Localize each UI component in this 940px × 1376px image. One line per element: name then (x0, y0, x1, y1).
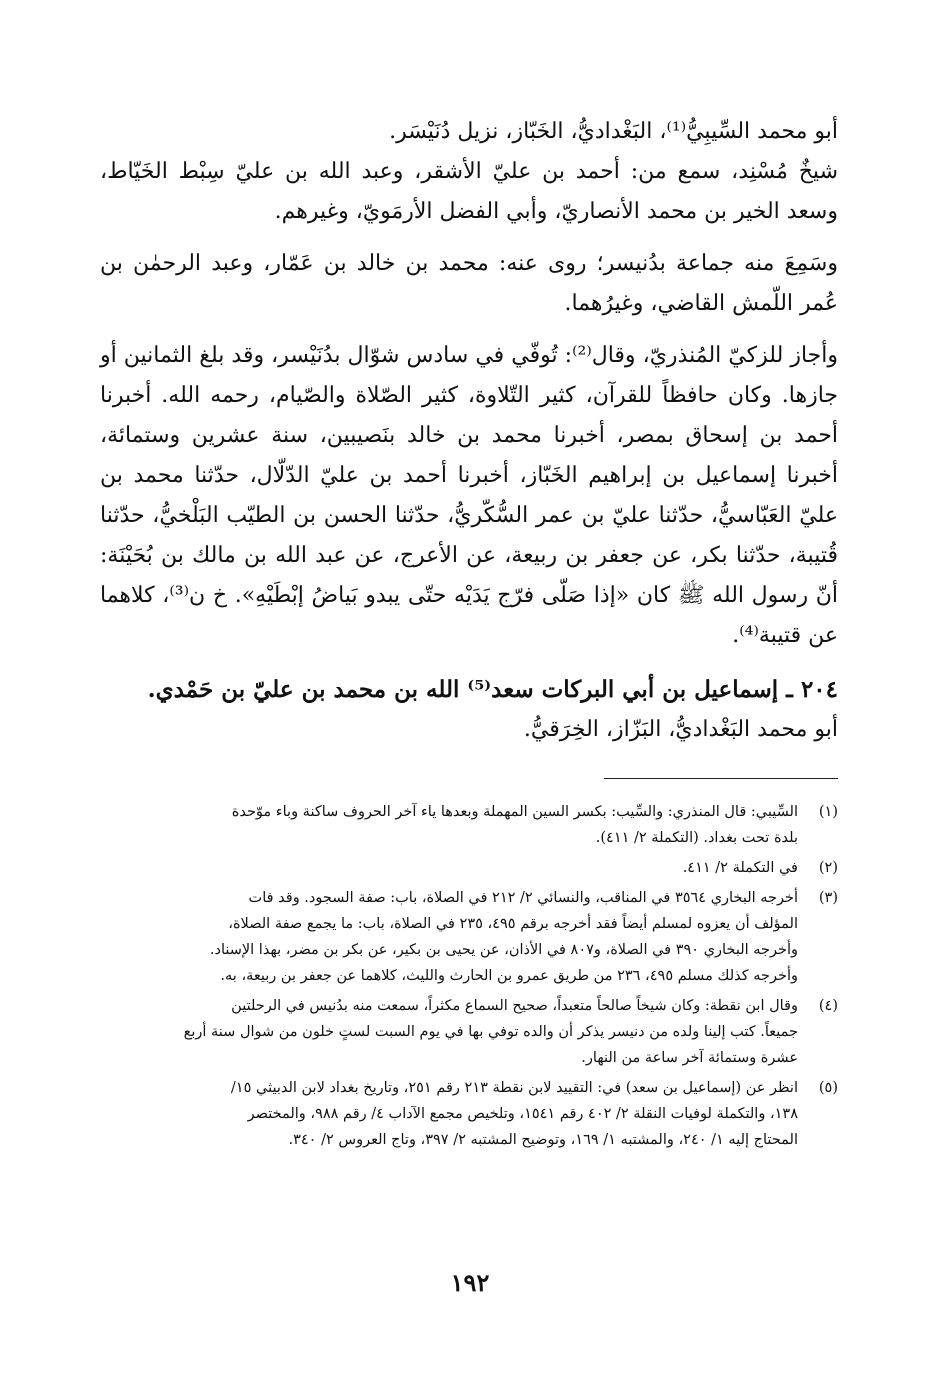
footnote-line: المؤلف أن يعزوه لمسلم أيضاً فقد أخرجه برقم ٤٩٥، ٢٣٥ في الصلاة، باب: ما يجمع صفة الصلاة، (228, 916, 798, 932)
footnote-divider (604, 778, 838, 779)
footnote-4 (100, 993, 838, 1071)
footnote-text (100, 885, 798, 989)
footnote-number: (٣) (818, 890, 838, 906)
footnote-line: السِّيبي: قال المنذري: والسِّيب: بكسر السين المهملة وبعدها ياء آخر الحروف ساكنة وباء موّحدة (231, 804, 798, 820)
footnote-line: وقال ابن نقطة: وكان شيخاً صالحاً متعبداً، صحيح السماع مكثراً، سمعت منه بدُنيس في الرحلتين (231, 998, 798, 1014)
paragraph-teachers: شيخٌ مُسْنِد، سمع من: أحمد بن عليّ الأشقر، وعبد الله بن عليّ سِبْط الخَيّاط، وسعد الخير بن محمد الأنصاريّ، وأبي الفضل الأرمَويّ، وغيرهم. (100, 159, 838, 224)
footnote-number: (١) (818, 804, 838, 820)
footnote-line: وأخرجه كذلك مسلم ٤٩٥، ٢٣٦ من طريق عمرو بن الحارث والليث، كلاهما عن جعفر بن ربيعة، به. (220, 968, 798, 984)
main-text (100, 112, 838, 750)
footnote-3 (100, 885, 838, 989)
paragraph-students: وسَمِعَ منه جماعة بدُنيسر؛ روى عنه: محمد بن خالد بن عَمّار، وعبد الرحمٰن بن عُمر اللّمش القاضي، وغيرُهما. (100, 251, 838, 316)
footnote-line: أخرجه البخاري ٣٥٦٤ في المناقب، والنسائي ٢/ ٢١٢ في الصلاة، باب: صفة السجود. وقد فات (248, 890, 798, 906)
page-body (100, 112, 838, 1157)
page-number: ١٩٢ (450, 1268, 490, 1297)
footnote-number: (٤) (818, 998, 838, 1014)
footnote-line: المحتاج إليه ١/ ٢٤٠، والمشتبه ١/ ١٦٩، وتوضيح المشتبه ٢/ ٣٩٧، وتاج العروس ٢/ ٣٤٠. (288, 1132, 798, 1148)
paragraph-biography: أبو محمد السِّيبِيُّ⁽¹⁾، البَغْداديُّ، الخَبّاز، نزيل دُنَيْسَر. (389, 119, 838, 144)
paragraph-hadith: وأجاز للزكيّ المُنذريّ، وقال⁽²⁾: تُوفّي في سادس شوّال بدُنَيْسر، وقد بلغ الثمانين أو جازها. وكان حافظاً للقرآن، كثير التّلاوة، كثير الصّلاة والصّيام، رحمه الله. أخبرنا أحمد بن إسحاق بمصر، أخبرنا محمد بن خالد بنَصيبين، سنة عشرين وستمائة، أخبرنا إسماعيل بن إبراهيم الخَبّاز، أخبرنا أحمد بن عليّ الدّلّال، حدّثنا محمد بن عليّ العَبّاسيُّ، حدّثنا عليّ بن عمر السُّكّريُّ، حدّثنا الحسن بن الطيّب البَلْخيُّ، حدّثنا قُتيبة، حدّثنا بكر، عن جعفر بن ربيعة، عن الأعرج، عن عبد الله بن مالك بن بُحَيْنَة: أنّ رسول الله ﷺ كان «إذا صَلّى فرّج يَدَيْه حتّى يبدو بَياضُ إبْطَيْهِ». خ ن⁽³⁾، كلاهما عن قتيبة⁽⁴⁾. (100, 343, 838, 648)
footnote-line: وأخرجه البخاري ٣٩٠ في الصلاة، و٨٠٧ في الأذان، عن يحيى بن بكير، عن بكر بن مضر، بهذا الإسناد. (209, 942, 798, 958)
entry-subheading: أبو محمد البَغْداديُّ، البَزّاز، الخِرَقيُّ. (523, 717, 838, 742)
footnote-5 (100, 1075, 838, 1153)
footnote-number: (٢) (818, 860, 838, 876)
footnote-line: انظر عن (إسماعيل بن سعد) في: التقييد لابن نقطة ٢١٣ رقم ٢٥١، وتاريخ بغداد لابن الدبيثي ١٥/ (230, 1080, 798, 1096)
footnote-2 (100, 855, 838, 881)
footnote-line: في التكملة ٢/ ٤١١. (682, 860, 798, 876)
footnote-number: (٥) (818, 1080, 838, 1096)
footnote-line: عشرة وستمائة آخر ساعة من النهار. (581, 1050, 798, 1066)
footnote-1 (100, 799, 838, 851)
footnote-text (100, 799, 798, 851)
footnote-text (100, 855, 798, 881)
footnote-line: جميعاً. كتب إلينا ولده من دنيسر يذكر أن والده توفي بها في يوم السبت لستٍ خلون من شوال سنة أربع (183, 1024, 798, 1040)
footnote-line: بلدة تحت بغداد. (التكملة ٢/ ٤١١). (595, 830, 798, 846)
footnote-text (100, 1075, 798, 1153)
entry-heading: ٢٠٤ ـ إسماعيل بن أبي البركات سعد⁽⁵⁾ الله بن محمد بن عليّ بن حَمْدي. (147, 676, 838, 703)
footnote-line: ١٣٨، والتكملة لوفيات النقلة ٢/ ٤٠٢ رقم ١٥٤١، وتلخيص مجمع الآداب ٤/ رقم ٩٨٨، والمختصر (247, 1106, 798, 1122)
footnotes (100, 799, 838, 1153)
footnote-text (100, 993, 798, 1071)
